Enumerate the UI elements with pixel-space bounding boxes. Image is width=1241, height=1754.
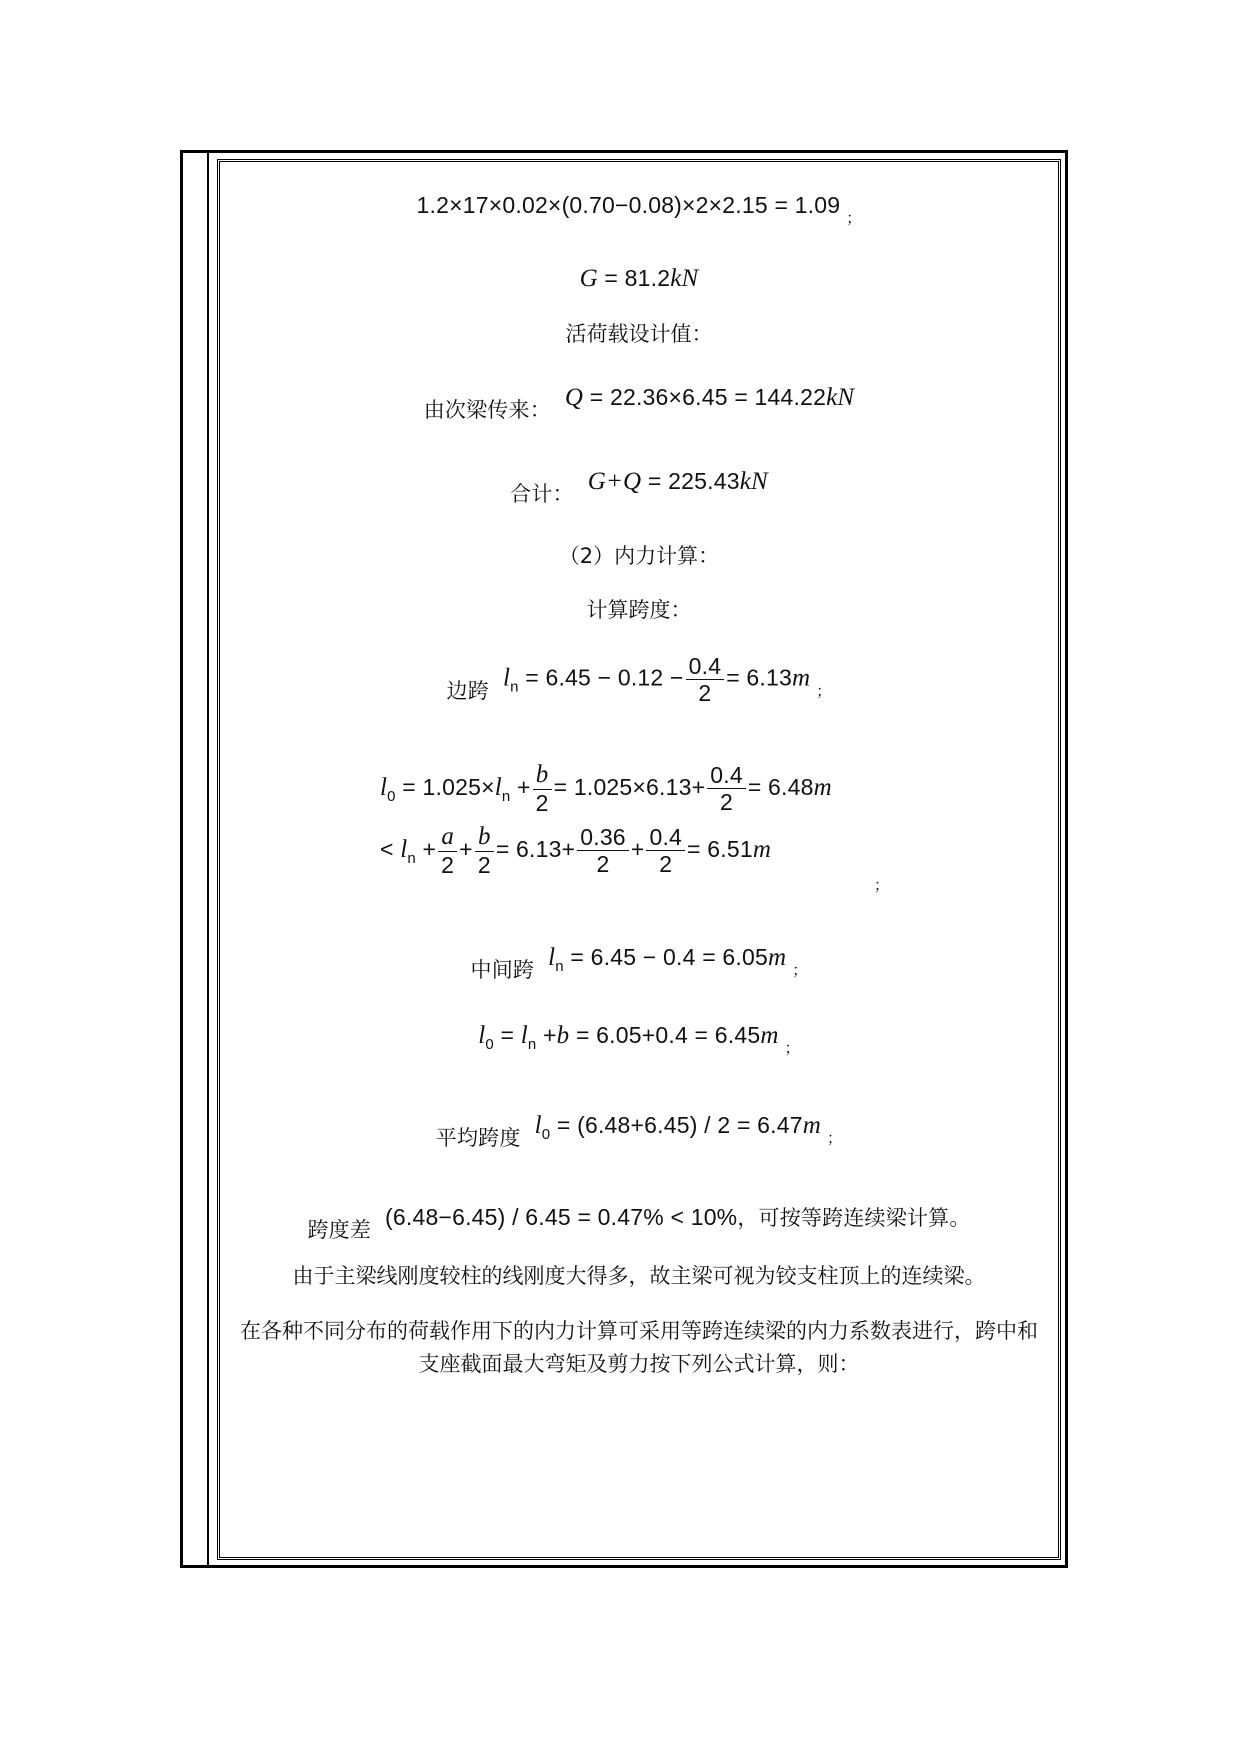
subscript-n: n (555, 958, 564, 975)
l0-upper-bound-formula (380, 824, 1058, 877)
value-text: = 1.025× (395, 773, 495, 800)
var-b: b (556, 1022, 570, 1049)
live-load-formula (220, 384, 1058, 424)
fraction (686, 654, 725, 705)
unit-kN: kN (826, 384, 855, 411)
self-weight-formula (220, 192, 1058, 228)
subscript-n: n (510, 678, 519, 696)
operator: + (415, 835, 437, 862)
value-text: = 6.45 − 0.4 = 6.05 (563, 944, 768, 970)
value-text: = (6.48+6.45) / 2 = 6.47 (550, 1112, 803, 1138)
unit-m: m (792, 664, 811, 692)
formula-text: 1.2×17×0.02×(0.70−0.08)×2×2.15 = 1.09 (416, 192, 841, 218)
subscript-0: 0 (485, 1036, 494, 1053)
semicolon: ； (827, 1129, 843, 1147)
left-margin-column (183, 153, 209, 1565)
denominator: 2 (441, 852, 455, 879)
fraction (533, 762, 552, 815)
fraction (646, 825, 685, 876)
numerator: b (475, 824, 494, 852)
subscript-0: 0 (387, 787, 396, 805)
var-l: l (548, 944, 556, 971)
subscript-0: 0 (541, 1126, 551, 1143)
denominator: 2 (596, 851, 610, 878)
var-Q: Q (564, 384, 584, 411)
label-from-secondary-beam: 由次梁传来： (423, 398, 551, 422)
semicolon: ； (792, 961, 808, 979)
paragraph-coefficients-line1: 在各种不同分布的荷载作用下的内力计算可采用等跨连续梁的内力系数表进行，跨中和 (240, 1319, 1038, 1343)
middle-span-formula (220, 944, 1058, 984)
var-l: l (494, 773, 502, 801)
unit-m: m (802, 1112, 821, 1139)
denominator: 2 (477, 852, 491, 879)
var-l: l (400, 835, 408, 863)
content-box (217, 159, 1061, 1560)
var-l: l (534, 1112, 542, 1139)
unit-m: m (760, 1022, 779, 1049)
paragraph-continuous-beam: 由于主梁线刚度较柱的线刚度大得多，故主梁可视为铰支柱顶上的连续梁。 (292, 1264, 986, 1288)
value-text: = 22.36×6.45 = 144.22 (583, 384, 827, 410)
dead-load-total (220, 265, 1058, 293)
unit-kN: kN (739, 468, 768, 495)
subscript-n: n (407, 849, 416, 867)
value-text: (6.48−6.45) / 6.45 = 0.47% < 10% (385, 1204, 738, 1230)
operator: = (493, 1022, 521, 1048)
span-difference-formula (220, 1202, 1058, 1244)
semicolon: ； (816, 681, 832, 700)
l0-middle-span-formula (220, 1022, 1058, 1058)
label-end-span: 边跨 (446, 678, 489, 703)
conclusion-text: ，可按等跨连续梁计算。 (737, 1206, 971, 1230)
value-text: = 6.05+0.4 = 6.45 (569, 1022, 761, 1048)
var-l: l (502, 664, 511, 692)
denominator: 2 (535, 790, 549, 817)
semicolon: ； (784, 1039, 800, 1057)
numerator: 0.36 (577, 825, 629, 851)
result-text: = 6.48 (747, 773, 814, 800)
value-text: = 6.45 − 0.12 − (518, 664, 684, 691)
average-span-formula (220, 1112, 1058, 1152)
operator: + (536, 1022, 557, 1048)
l0-end-span-formula (380, 762, 1058, 815)
live-load-heading: 活荷载设计值： (565, 322, 713, 346)
page-frame (180, 150, 1068, 1568)
label-total: 合计： (510, 482, 574, 506)
span-heading: 计算跨度： (586, 598, 692, 622)
numerator: 0.4 (646, 825, 685, 851)
total-load-formula (220, 468, 1058, 508)
numerator: b (533, 762, 552, 790)
var-l: l (380, 773, 388, 801)
operator: + (630, 835, 645, 862)
unit-m: m (813, 773, 832, 801)
semicolon: ； (874, 876, 890, 894)
operator: + (510, 773, 531, 800)
fraction (707, 763, 746, 814)
end-span-formula (220, 654, 1058, 705)
label-average-span: 平均跨度 (435, 1126, 521, 1150)
result-text: = 6.13 (726, 664, 792, 691)
numerator: 0.4 (686, 654, 725, 680)
value-text: = 225.43 (641, 468, 740, 494)
numerator: 0.4 (707, 763, 746, 789)
result-text: = 6.51 (687, 835, 753, 862)
section-heading-internal-force: （2）内力计算： (558, 544, 720, 568)
value-text: = 6.13+ (495, 835, 576, 862)
fraction (475, 824, 494, 877)
denominator: 2 (698, 680, 712, 707)
fraction (577, 825, 629, 876)
paragraph-coefficients-line2: 支座截面最大弯矩及剪力按下列公式计算，则： (418, 1352, 860, 1376)
value-text: = 1.025×6.13+ (553, 773, 706, 800)
unit-m: m (767, 944, 787, 971)
denominator: 2 (720, 789, 734, 816)
unit-m: m (752, 835, 772, 863)
subscript-n: n (527, 1036, 537, 1053)
operator: + (459, 835, 473, 862)
var-l: l (478, 1022, 486, 1049)
denominator: 2 (659, 851, 673, 878)
value-text: = 81.2 (597, 265, 671, 291)
var-G: G (579, 265, 598, 292)
var-G-plus-Q: G+Q (587, 468, 642, 495)
label-middle-span: 中间跨 (470, 958, 535, 982)
numerator: a (438, 824, 457, 852)
semicolon: ； (846, 209, 862, 227)
operator: < (380, 835, 401, 862)
subscript-n: n (501, 787, 511, 805)
unit-kN: kN (670, 265, 699, 292)
var-l: l (520, 1022, 528, 1049)
label-span-difference: 跨度差 (307, 1218, 372, 1242)
fraction (438, 824, 457, 877)
